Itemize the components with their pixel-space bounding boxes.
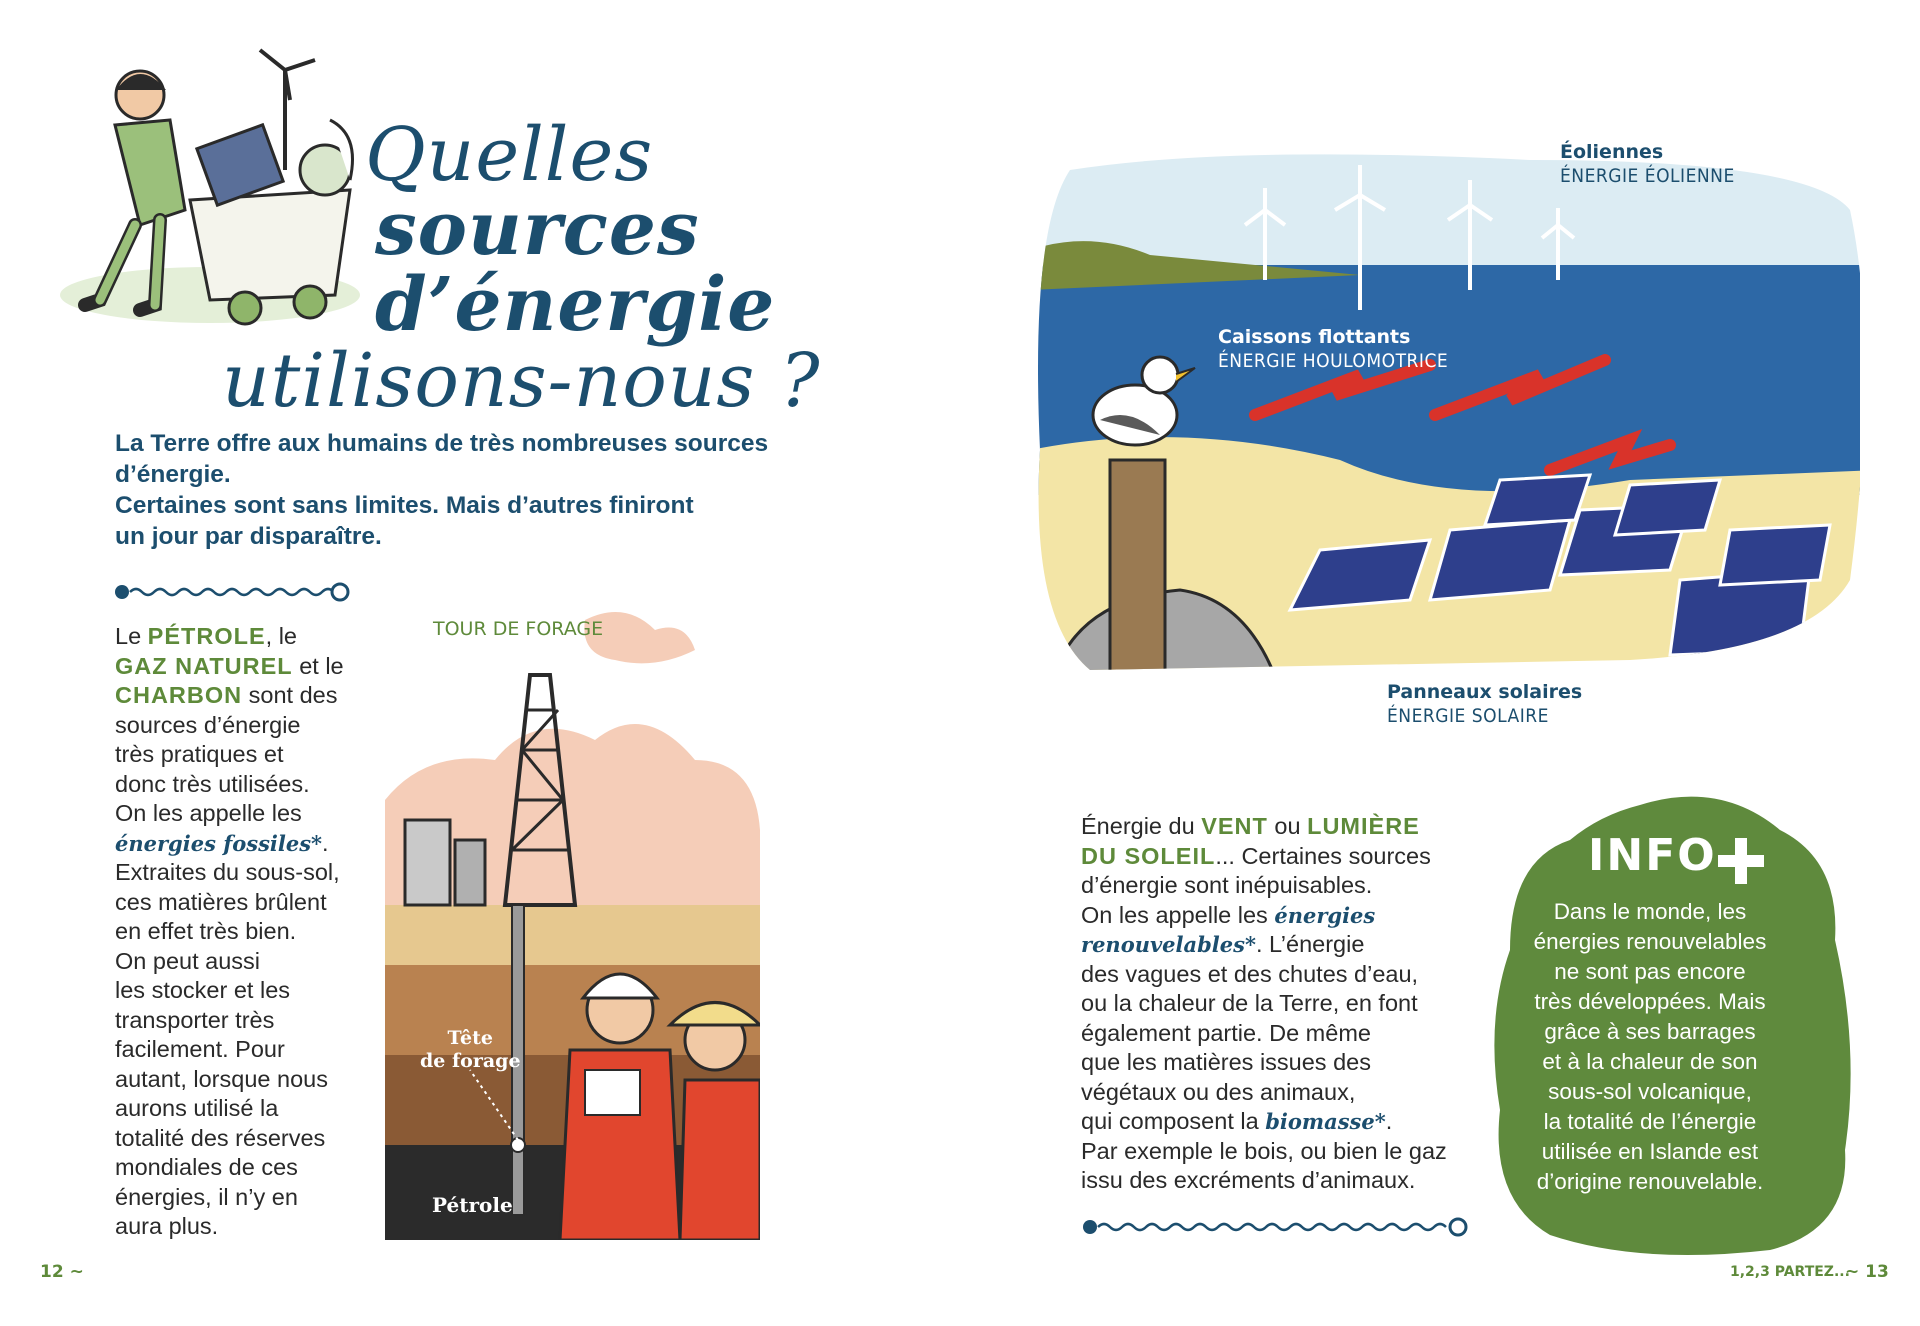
page-title-line-4: utilisons-nous ? <box>222 338 821 424</box>
solar-panel-subtitle: ÉNERGIE SOLAIRE <box>1387 705 1549 727</box>
wave-divider <box>112 580 352 604</box>
wind-turbine-subtitle: ÉNERGIE ÉOLIENNE <box>1560 165 1735 187</box>
renewable-energy-paragraph: Énergie du VENT ou LUMIÈRE DU SOLEIL... Certaines sources d’énergie sont inépuisables. On les appelle les énergies renouvelables*. L’énergie des vagues et des chutes d’eau, ou la chaleur de la Terre, en font également partie. De même que les matières issues des végétaux ou des animaux, qui composent la biomasse*. Par exemple le bois, ou bien le gaz issu des excréments d’animaux. <box>1081 813 1447 1193</box>
series-name: 1,2,3 PARTEZ... <box>1730 1264 1850 1280</box>
drill-head-label-2: de forage <box>420 1050 521 1072</box>
fossil-energy-paragraph: Le PÉTROLE, le GAZ NATUREL et le CHARBON sont des sources d’énergie très pratiques et donc très utilisées. On les appelle les énergies fossiles*. Extraites du sous-sol, ces matières brûlent en effet très bien. On peut aussi les stocker et les transporter très facilement. Pour autant, lorsque nous aurons utilisé la totalité des réserves mondiales de ces énergies, il n’y en aura plus. <box>115 623 344 1239</box>
keyword-gaz-naturel: GAZ NATUREL <box>115 652 293 679</box>
tower-label: TOUR DE FORAGE <box>433 618 604 640</box>
page-title-line-2: sources <box>375 186 700 272</box>
drilling-illustration <box>385 600 760 1240</box>
wave-caisson-title: Caissons flottants <box>1218 326 1411 348</box>
keyword-biomasse: biomasse* <box>1265 1109 1386 1134</box>
miner-cart-illustration <box>40 40 370 340</box>
drill-head-label-1: Tête <box>447 1027 493 1049</box>
solar-panel-label <box>1387 680 1582 728</box>
wind-turbine-title: Éoliennes <box>1560 141 1664 163</box>
intro-line: Certaines sont sans limites. Mais d’autres finiront <box>115 492 694 519</box>
plus-icon <box>1718 838 1764 884</box>
keyword-charbon: CHARBON <box>115 682 243 708</box>
page-number-right: ~ 13 <box>1845 1262 1889 1282</box>
coast-renewables-illustration <box>1030 150 1860 730</box>
intro-line: un jour par disparaître. <box>115 523 382 550</box>
wave-divider <box>1080 1215 1470 1239</box>
wind-turbine-label <box>1560 140 1735 188</box>
wave-caisson-subtitle: ÉNERGIE HOULOMOTRICE <box>1218 350 1449 372</box>
info-paragraph: Dans le monde, les énergies renouvelables ne sont pas encore très développées. Mais grâce à ses barrages et à la chaleur de son sous-sol volcanique, la totalité de l’énergie utilisée en Islande est d’origine renouvelable. <box>1533 899 1767 1194</box>
keyword-du-soleil: DU SOLEIL <box>1081 842 1216 869</box>
info-title <box>1588 830 1717 881</box>
page-title-line-1: Quelles <box>365 112 654 198</box>
solar-panel-title: Panneaux solaires <box>1387 681 1583 703</box>
page-title-line-3: d’énergie <box>375 262 776 348</box>
keyword-energies-fossiles: énergies fossiles* <box>115 830 323 856</box>
drill-head-label <box>420 1027 521 1073</box>
keyword-lumiere: LUMIÈRE <box>1307 813 1420 839</box>
intro-line: La Terre offre aux humains de très nombreuses sources d’énergie. <box>115 430 769 488</box>
intro-paragraph <box>115 428 875 552</box>
keyword-energies: énergies <box>1274 902 1376 928</box>
keyword-petrole: PÉTROLE <box>147 623 266 649</box>
keyword-vent: VENT <box>1201 813 1268 839</box>
info-title-text: INFO <box>1588 830 1717 881</box>
keyword-renouvelables: renouvelables* <box>1081 932 1256 957</box>
page-number-left: 12 ~ <box>40 1262 84 1282</box>
wave-caisson-label <box>1218 325 1448 373</box>
oil-label: Pétrole <box>432 1193 513 1217</box>
